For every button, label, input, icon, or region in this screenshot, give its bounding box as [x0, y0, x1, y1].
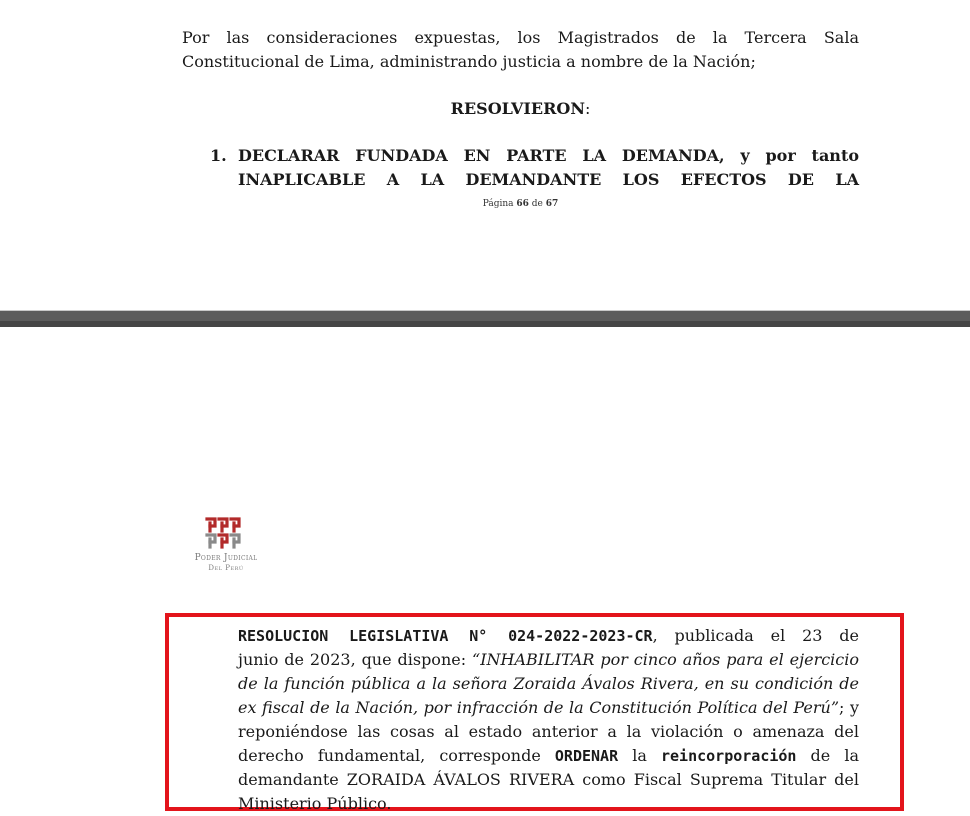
text-segment: derecho fundamental, corresponde: [238, 746, 555, 765]
text-segment: , publicada el 23 de: [652, 626, 860, 645]
page-total: 67: [545, 199, 559, 209]
page-label: Página: [482, 199, 514, 209]
text-segment: la: [618, 746, 661, 765]
page-of: de: [531, 199, 543, 209]
paragraph-line: de la función pública a la señora Zoraida Ávalos Rivera, en su condición de: [238, 674, 859, 693]
paragraph-line: Constitucional de Lima, administrando justicia a nombre de la Nación;: [182, 52, 756, 71]
page-current: 66: [516, 199, 529, 209]
paragraph-line: Ministerio Público.: [238, 794, 392, 813]
paragraph-line: Por las consideraciones expuestas, los Magistrados de la Tercera Sala: [182, 28, 859, 47]
page-divider: [0, 310, 970, 327]
list-item-line: DECLARAR FUNDADA EN PARTE LA DEMANDA, y por tanto: [238, 146, 859, 165]
quote-segment: “INHABILITAR por cinco años para el ejercicio: [472, 650, 860, 669]
ordenar-bold: ORDENAR: [554, 747, 619, 765]
list-item-line: INAPLICABLE A LA DEMANDANTE LOS EFECTOS DE LA: [238, 170, 859, 189]
heading-resolvieron: [182, 97, 859, 121]
resolucion-title: RESOLUCION LEGISLATIVA N° 024-2022-2023-CR: [238, 627, 653, 645]
list-item-1: [210, 144, 859, 192]
resolucion-paragraph: [238, 624, 859, 816]
text-segment: junio de 2023, que dispone:: [238, 650, 473, 669]
poder-judicial-emblem-icon: [205, 517, 247, 549]
page-number: [182, 197, 859, 211]
paragraph-line: [238, 624, 859, 648]
reincorporacion-bold: reincorporación: [660, 747, 797, 765]
document-page-66: [0, 0, 970, 310]
paragraph-line: reponiéndose las cosas al estado anterior a la violación o amenaza del: [238, 722, 859, 741]
document-page-67: [0, 327, 970, 815]
quote-segment: ex fiscal de la Nación, por infracción de la Constitución Política del Perú”: [238, 698, 840, 717]
paragraph-line: [238, 696, 859, 720]
logo-subtitle: Del Perú: [208, 564, 244, 572]
text-segment: de la: [796, 746, 860, 765]
text-segment: ; y: [839, 698, 860, 717]
paragraph-line: demandante ZORAIDA ÁVALOS RIVERA como Fiscal Suprema Titular del: [238, 770, 859, 789]
heading-colon: :: [584, 99, 591, 118]
paragraph-line: [238, 744, 859, 768]
heading-text: RESOLVIERON: [450, 99, 585, 118]
poder-judicial-logo: [178, 517, 274, 581]
logo-name: Poder Judicial: [194, 553, 258, 563]
paragraph-line: [238, 648, 859, 672]
paragraph-consideraciones: [182, 26, 859, 74]
list-item-number: 1.: [210, 146, 227, 165]
